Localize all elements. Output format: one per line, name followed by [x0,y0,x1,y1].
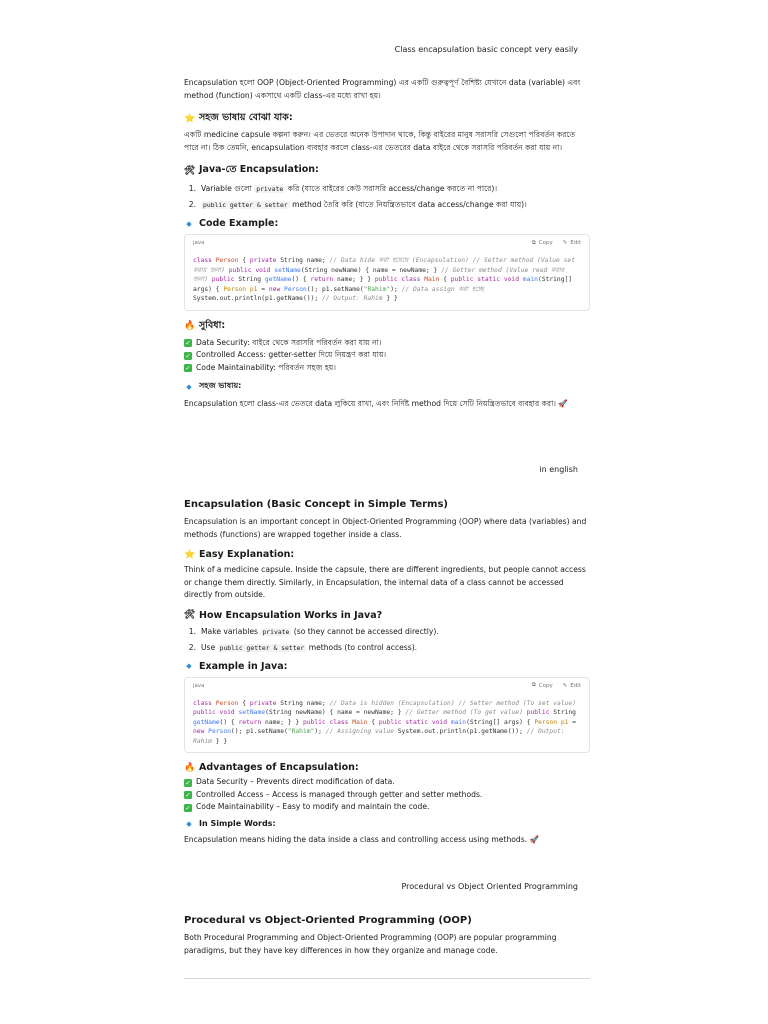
response-title: Procedural vs Object-Oriented Programming (OOP) [184,915,472,926]
ordered-list [184,626,590,654]
section-heading: 🛠 How Encapsulation Works in Java? [184,609,383,621]
code-content: class Person { private String name; // Data hide করা হয়েছে (Encapsulation) // Setter method (Value set করার জন্য) public void setName(String newName) { name = newName; } // Getter method (Value read করার জন্য) public String getName() { return name; } } public class Main { public static void main(String[] args) { Person p1 = new Person(); p1.setName("Rahim"); // Data assign করা হচ্ছে System.out.println(p1.getName()); // Output: Rahim } } [193,257,575,303]
diamond-icon: ◆ [186,219,192,228]
code-header [185,235,589,251]
star-icon: ⭐ [184,549,196,560]
code-header [185,678,589,694]
advantages-list [184,337,590,375]
user-message: Procedural vs Object Oriented Programming [401,882,578,891]
diamond-icon: ◆ [186,662,192,670]
checkmark-icon: ✓ [185,339,191,348]
paragraph: Encapsulation means hiding the data inside a class and controlling access using methods. 🚀 [184,834,539,844]
copy-icon: ⧉ [531,682,536,688]
intro-text: Encapsulation হলো OOP (Object-Oriented Programming) এর একটি গুরুত্বপূর্ণ বৈশিষ্ট্য যেখানে data (variable) এবং method (function) একসাথে একটি class-এর মধ্যে রাখা হয়। [184,78,581,100]
diamond-icon: ◆ [186,819,192,828]
diamond-icon: ◆ [186,382,192,391]
edit-button[interactable]: ✎ Edit [562,682,581,689]
star-icon: ⭐ [184,113,196,124]
advantages-list [184,776,590,814]
code-block [184,677,590,754]
section-heading: ◆ সহজ ভাষায়: [184,380,590,393]
paragraph: একটি medicine capsule কল্পনা করুন। এর ভেতরে অনেক উপাদান থাকে, কিন্তু বাইরের মানুষ সরাসরি সেগুলো পরিবর্তন করতে পারে না। ঠিক তেমনি, encapsulation ব্যবহার করলে class-এর ভেতরের data বাইরে থেকে সরাসরি পরিবর্তন করা যায় না। [184,130,576,152]
checkmark-icon: ✓ [185,351,191,360]
tools-icon: 🛠 [184,165,196,176]
intro-text: Encapsulation is an important concept in Object-Oriented Programming (OOP) where data (variables) and methods (functions) are wrapped together inside a class. [184,517,587,539]
divider [184,978,590,979]
list-item: 1. Make variables private (so they cannot be accessed directly). [188,626,439,636]
list-item: ✓ Data Security – Prevents direct modification of data. [185,777,395,787]
ordered-list [184,183,590,211]
code-block [184,234,590,311]
section-heading: 🔥 সুবিধা: [184,319,226,332]
section-heading: ◆ Example in Java: [184,661,590,672]
user-message: in english [539,465,578,474]
list-item: ✓ Code Maintainability – Easy to modify and maintain the code. [185,802,430,812]
section-heading: 🛠 Java-তে Encapsulation: [184,164,319,176]
checkmark-icon: ✓ [185,791,191,800]
paragraph: Think of a medicine capsule. Inside the capsule, there are different ingredients, but people cannot access or change them directly. Similarly, in Encapsulation, the internal data of a class cannot be accessed directly from outside. [184,565,586,599]
intro-text: Both Procedural Programming and Object-Oriented Programming (OOP) are popular programming paradigms, but they have key differences in how they organize and manage code. [184,933,557,955]
list-item: 2. public getter & setter method তৈরি করি (যাতে নিয়ন্ত্রিতভাবে data access/change করা যায়)। [188,200,527,209]
edit-icon: ✎ [562,682,568,689]
list-item: ✓ Data Security: বাইরে থেকে সরাসরি পরিবর্তন করা যায় না। [185,337,382,348]
copy-icon: ⧉ [531,239,536,246]
copy-button[interactable]: ⧉ Copy [531,682,553,689]
assistant-response-english [184,499,590,846]
section-heading: 🔥 Advantages of Encapsulation: [184,762,359,774]
checkmark-icon: ✓ [185,778,191,787]
checkmark-icon: ✓ [185,364,191,373]
section-heading: ◆ In Simple Words: [184,819,590,829]
response-title: Encapsulation (Basic Concept in Simple Terms) [184,499,448,510]
checkmark-icon: ✓ [185,803,191,812]
fire-icon: 🔥 [184,762,196,773]
list-item: ✓ Controlled Access – Access is managed through getter and setter methods. [185,789,483,800]
copy-button[interactable]: ⧉ Copy [531,239,553,246]
edit-button[interactable]: ✎ Edit [562,240,581,246]
code-language: java [193,682,205,689]
code-content: class Person { private String name; // Data is hidden (Encapsulation) // Setter method (To set value) public void setName(String newName) { name = newName; } // Getter method (To get value) public String getName() { return name; } } public class Main { public static void main(String[] args) { Person p1 = new Person(); p1.setName("Rahim"); // Assigning value System.out.println(p1.getName()); // Output: Rahim } } [193,699,577,745]
list-item: 2. Use public getter & setter methods (to control access). [188,642,418,652]
section-heading: ⭐ সহজ ভাষায় বোঝা যাক: [184,112,293,124]
section-heading: ◆ Code Example: [184,218,590,229]
fire-icon: 🔥 [184,321,196,332]
list-item: ✓ Controlled Access: getter-setter দিয়ে নিয়ন্ত্রণ করা যায়। [185,350,387,360]
edit-icon: ✎ [562,240,568,246]
user-message: Class encapsulation basic concept very easily [394,45,578,54]
tools-icon: 🛠 [184,610,196,620]
paragraph: Encapsulation হলো class-এর ভেতরে data লুকিয়ে রাখা, এবং নির্দিষ্ট method দিয়ে সেটি নিয়ন্ত্রিতভাবে ব্যবহার করা। 🚀 [184,399,568,409]
list-item: 1. Variable গুলো private করি (যাতে বাইরের কেউ সরাসরি access/change করতে না পারে)। [188,184,498,193]
assistant-response-procedural [184,915,590,957]
code-language: java [193,240,205,246]
section-heading: ⭐ Easy Explanation: [184,549,295,560]
list-item: ✓ Code Maintainability: পরিবর্তন সহজ হয়। [185,362,336,373]
assistant-response-bangla [184,77,590,411]
